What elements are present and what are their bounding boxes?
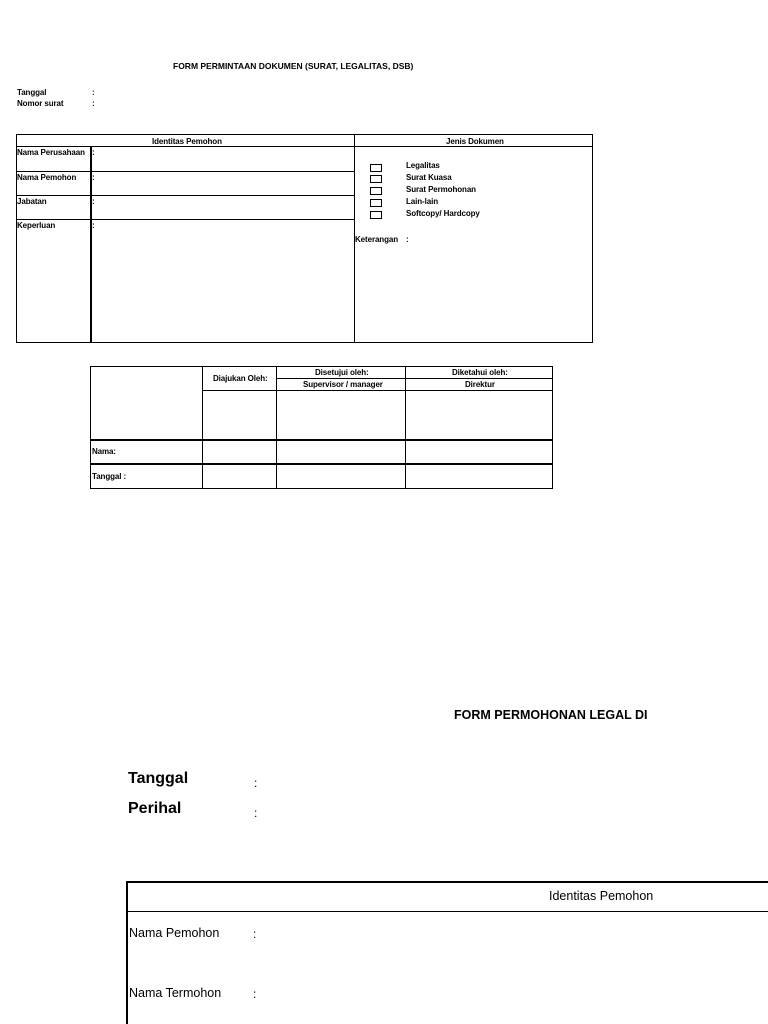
form2-pemohon-label: Nama Pemohon (129, 926, 220, 940)
lain-lain-checkbox[interactable] (370, 199, 382, 207)
softcopy-hardcopy-checkbox[interactable] (370, 211, 382, 219)
form2-table-top (126, 881, 768, 883)
doc-type-label: Surat Permohonan (406, 185, 476, 194)
jenis-dokumen-header: Jenis Dokumen (446, 137, 504, 146)
form2-identitas-header: Identitas Pemohon (549, 889, 654, 903)
form2-header-divider (126, 911, 768, 912)
direktur-label: Direktur (465, 380, 495, 389)
legalitas-checkbox[interactable] (370, 164, 382, 172)
row-line (16, 171, 354, 172)
identity-table (16, 134, 593, 343)
colon: : (92, 148, 95, 157)
tanggal-sign-label: Tanggal : (92, 472, 127, 481)
doc-type-label: Legalitas (406, 161, 440, 170)
nama-perusahaan-label: Nama Perusahaan (17, 148, 85, 157)
form2-perihal-colon: : (254, 806, 258, 820)
form1-title: FORM PERMINTAAN DOKUMEN (SURAT, LEGALITAS, DSB) (173, 61, 414, 71)
keterangan-label: Keterangan (355, 235, 399, 244)
keterangan-colon: : (406, 235, 409, 244)
form2-table-left (126, 881, 128, 1024)
colon: : (92, 221, 95, 230)
col-line (276, 366, 277, 489)
keperluan-label: Keperluan (17, 221, 56, 230)
colon: : (92, 197, 95, 206)
doc-type-label: Softcopy/ Hardcopy (406, 209, 480, 218)
surat-kuasa-checkbox[interactable] (370, 175, 382, 183)
diketahui-oleh-label: Diketahui oleh: (452, 368, 508, 377)
tanggal-colon: : (92, 88, 95, 97)
form2-title: FORM PERMOHONAN LEGAL DI (454, 708, 648, 722)
form2-perihal-label: Perihal (128, 800, 182, 817)
row-line (16, 195, 354, 196)
row-line (276, 378, 553, 379)
header-divider (16, 146, 593, 147)
col-line (405, 366, 406, 489)
tanggal-label: Tanggal (17, 88, 47, 97)
form2-pemohon-colon: : (253, 927, 257, 941)
surat-permohonan-checkbox[interactable] (370, 187, 382, 195)
supervisor-label: Supervisor / manager (303, 380, 383, 389)
nama-label: Nama: (92, 447, 116, 456)
identitas-pemohon-header: Identitas Pemohon (152, 137, 222, 146)
doc-type-label: Surat Kuasa (406, 173, 452, 182)
nomor-surat-label: Nomor surat (17, 99, 64, 108)
doc-type-label: Lain-lain (406, 197, 438, 206)
nama-pemohon-label: Nama Pemohon (17, 173, 77, 182)
form2-termohon-label: Nama Termohon (129, 986, 222, 1000)
nomor-surat-colon: : (92, 99, 95, 108)
form2-termohon-colon: : (253, 987, 257, 1001)
row-line (202, 390, 553, 391)
colon: : (92, 173, 95, 182)
row-line (16, 219, 354, 220)
row-line (90, 463, 553, 465)
form2-tanggal-colon: : (254, 776, 258, 790)
row-line (90, 439, 553, 441)
col-line (202, 366, 203, 489)
disetujui-oleh-label: Disetujui oleh: (315, 368, 369, 377)
form2-tanggal-label: Tanggal (128, 770, 189, 787)
jabatan-label: Jabatan (17, 197, 47, 206)
diajukan-oleh-label: Diajukan Oleh: (213, 374, 268, 383)
